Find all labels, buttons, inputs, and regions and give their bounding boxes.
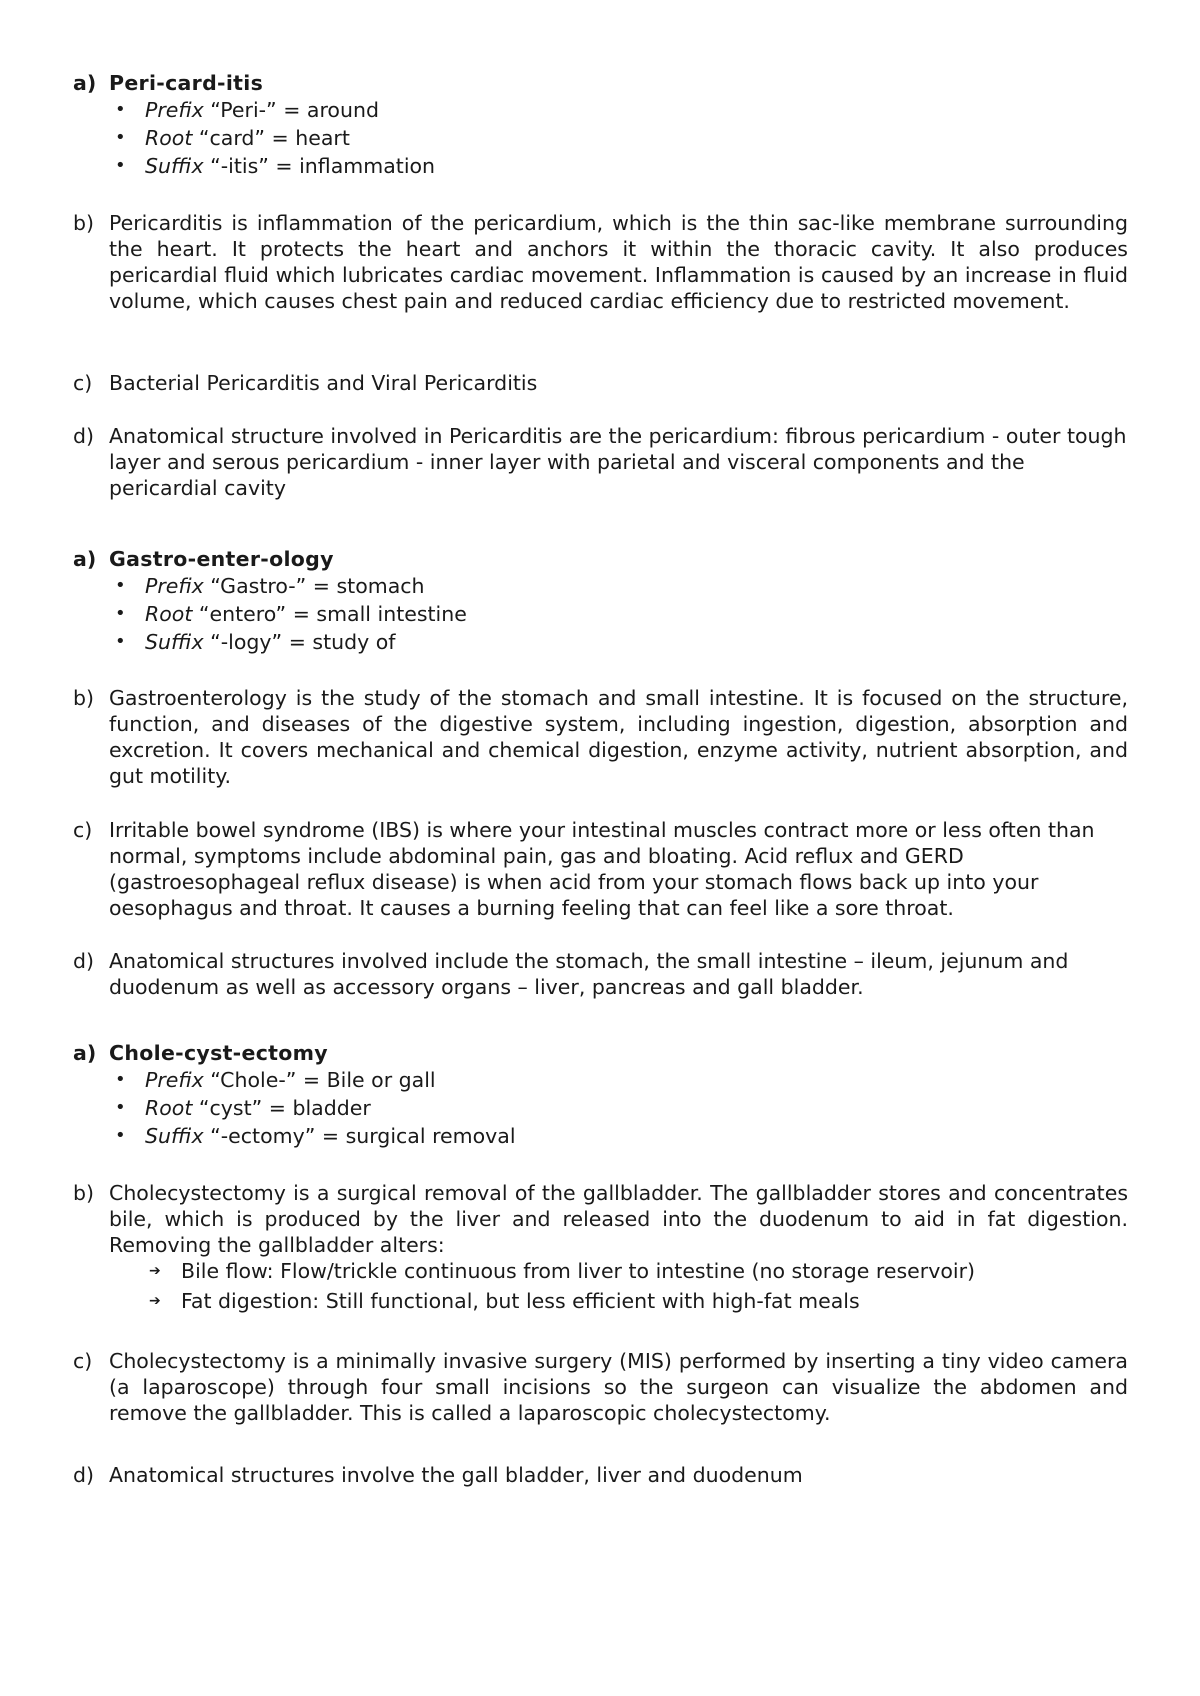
part-text: “Peri-” = around	[203, 98, 379, 122]
word-parts-list	[109, 97, 1128, 181]
list-item	[109, 97, 1128, 125]
answer-c	[73, 817, 1128, 921]
paragraph: Cholecystectomy is a surgical removal of the gallbladder. The gallbladder stores and concentrates bile, which is produced by the liver and released into the duodenum to aid in fat digestion. Removing the gallbladder alters:	[109, 1181, 1128, 1257]
answer-d	[73, 1462, 1128, 1488]
part-text: “Gastro-” = stomach	[203, 574, 425, 598]
part-text: “Chole-” = Bile or gall	[203, 1068, 436, 1092]
part-text: “-logy” = study of	[203, 630, 396, 654]
answer-b	[73, 685, 1128, 789]
effect-text: Fat digestion: Still functional, but less efficient with high-fat meals	[181, 1289, 860, 1313]
item-marker: b)	[73, 686, 95, 710]
paragraph: Cholecystectomy is a minimally invasive surgery (MIS) performed by inserting a tiny video camera (a laparoscope) through four small incisions so the surgeon can visualize the abdomen and remove the gallbladder. This is called a laparoscopic cholecystectomy.	[109, 1349, 1128, 1425]
term-heading	[73, 1040, 1128, 1066]
answer-b	[73, 1180, 1128, 1318]
list-item	[109, 573, 1128, 601]
part-label: Suffix	[145, 630, 204, 654]
list-item	[109, 125, 1128, 153]
part-label: Root	[145, 602, 193, 626]
list-item	[109, 1258, 1128, 1288]
part-text: “card” = heart	[192, 126, 350, 150]
list-item	[109, 1123, 1128, 1151]
term-title: Gastro-enter-ology	[109, 547, 334, 571]
item-marker: a)	[73, 71, 97, 95]
answer-c	[73, 370, 1128, 396]
word-parts-list	[109, 1067, 1128, 1151]
list-item	[109, 153, 1128, 181]
paragraph: Anatomical structure involved in Pericarditis are the pericardium: fibrous pericardium - outer tough layer and serous pericardium - inner layer with parietal and visceral components and the pericardial cavity	[109, 424, 1127, 500]
item-marker: d)	[73, 1463, 95, 1487]
answer-d	[73, 423, 1128, 501]
item-marker: c)	[73, 818, 93, 842]
bullet-icon: •	[115, 631, 126, 652]
list-item	[109, 1067, 1128, 1095]
effect-text: Bile flow: Flow/trickle continuous from liver to intestine (no storage reservoir)	[181, 1259, 976, 1283]
answer-d	[73, 948, 1128, 1000]
effects-list	[109, 1258, 1128, 1318]
list-item	[109, 601, 1128, 629]
item-marker: c)	[73, 371, 93, 395]
item-marker: a)	[73, 1041, 97, 1065]
paragraph: Gastroenterology is the study of the stomach and small intestine. It is focused on the structure, function, and diseases of the digestive system, including ingestion, digestion, absorption and excretion. It covers mechanical and chemical digestion, enzyme activity, nutrient absorption, and gut motility.	[109, 686, 1128, 788]
item-marker: c)	[73, 1349, 93, 1373]
arrow-icon: ➔	[149, 1293, 161, 1309]
bullet-icon: •	[115, 127, 126, 148]
list-item	[109, 629, 1128, 657]
list-item	[109, 1288, 1128, 1318]
part-label: Prefix	[145, 1068, 204, 1092]
item-marker: d)	[73, 949, 95, 973]
term-heading	[73, 70, 1128, 96]
part-label: Root	[145, 1096, 193, 1120]
item-marker: b)	[73, 211, 95, 235]
part-label: Prefix	[145, 98, 204, 122]
list-item	[109, 1095, 1128, 1123]
term-title: Chole-cyst-ectomy	[109, 1041, 328, 1065]
answer-b	[73, 210, 1128, 314]
bullet-icon: •	[115, 1097, 126, 1118]
paragraph: Irritable bowel syndrome (IBS) is where your intestinal muscles contract more or less often than normal, symptoms include abdominal pain, gas and bloating. Acid reflux and GERD (gastroesophageal reflux disease) is when acid from your stomach flows back up into your oesophagus and throat. It causes a burning feeling that can feel like a sore throat.	[109, 818, 1095, 920]
part-label: Suffix	[145, 1124, 204, 1148]
paragraph: Pericarditis is inflammation of the pericardium, which is the thin sac-like membrane surrounding the heart. It protects the heart and anchors it within the thoracic cavity. It also produces pericardial fluid which lubricates cardiac movement. Inflammation is caused by an increase in fluid volume, which causes chest pain and reduced cardiac efficiency due to restricted movement.	[109, 211, 1128, 313]
term-heading	[73, 546, 1128, 572]
arrow-icon: ➔	[149, 1263, 161, 1279]
bullet-icon: •	[115, 575, 126, 596]
part-text: “entero” = small intestine	[192, 602, 467, 626]
part-label: Prefix	[145, 574, 204, 598]
word-parts-list	[109, 573, 1128, 657]
answer-c	[73, 1348, 1128, 1426]
part-text: “-ectomy” = surgical removal	[203, 1124, 516, 1148]
bullet-icon: •	[115, 99, 126, 120]
word-parts	[73, 97, 1128, 181]
bullet-icon: •	[115, 1069, 126, 1090]
paragraph: Anatomical structures involved include the stomach, the small intestine – ileum, jejunum and duodenum as well as accessory organs – liver, pancreas and gall bladder.	[109, 949, 1069, 999]
part-text: “cyst” = bladder	[192, 1096, 371, 1120]
part-text: “-itis” = inflammation	[203, 154, 436, 178]
item-marker: b)	[73, 1181, 95, 1205]
part-label: Root	[145, 126, 193, 150]
bullet-icon: •	[115, 1125, 126, 1146]
paragraph: Bacterial Pericarditis and Viral Pericarditis	[109, 371, 538, 395]
item-marker: a)	[73, 547, 97, 571]
part-label: Suffix	[145, 154, 204, 178]
bullet-icon: •	[115, 155, 126, 176]
item-marker: d)	[73, 424, 95, 448]
paragraph: Anatomical structures involve the gall bladder, liver and duodenum	[109, 1463, 803, 1487]
term-title: Peri-card-itis	[109, 71, 264, 95]
word-parts	[73, 573, 1128, 657]
word-parts	[73, 1067, 1128, 1151]
bullet-icon: •	[115, 603, 126, 624]
